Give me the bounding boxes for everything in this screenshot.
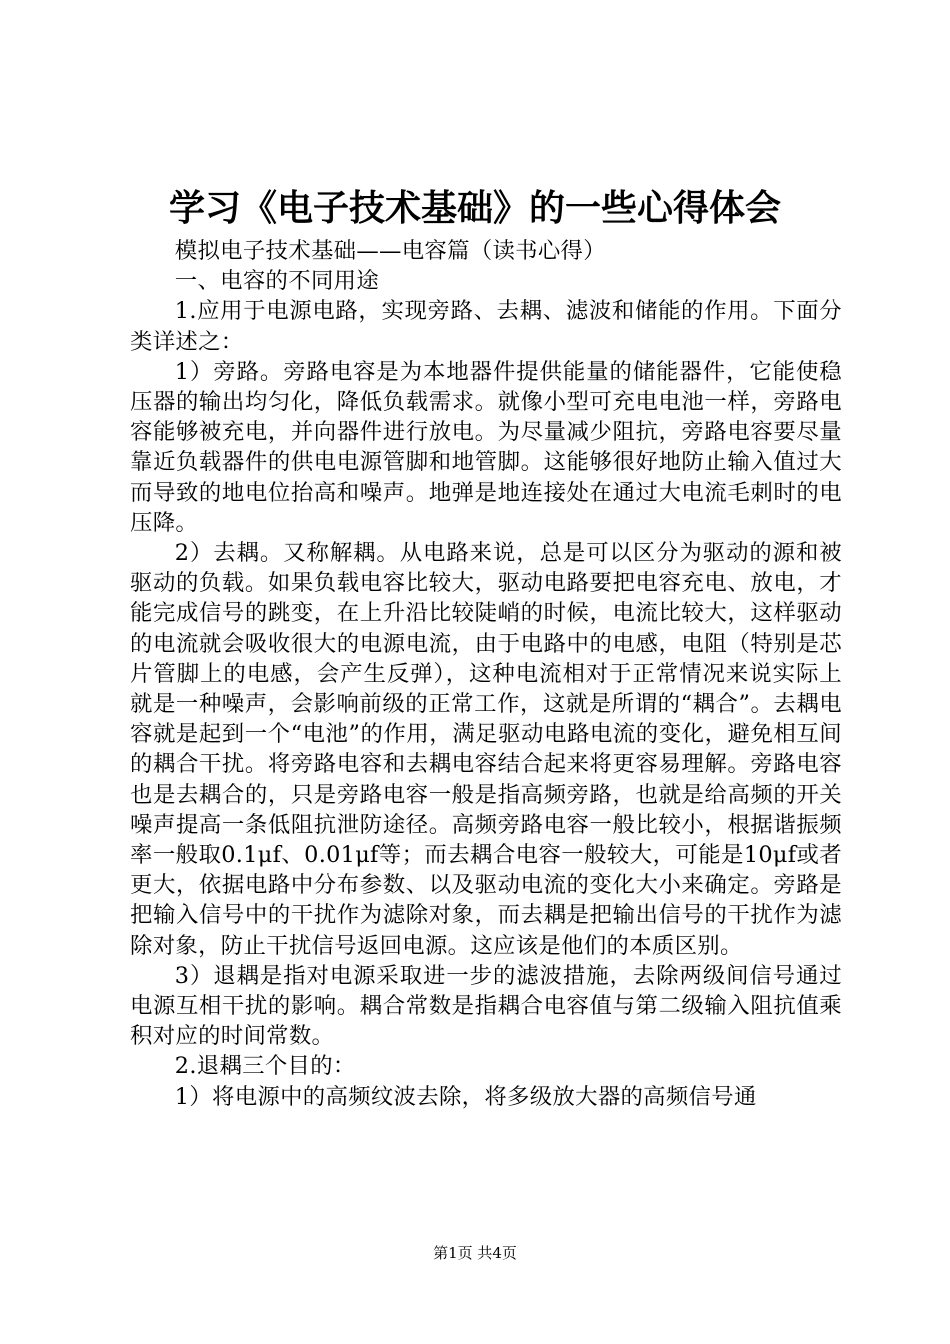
paragraph: 3）退耦是指对电源采取进一步的滤波措施，去除两级间信号通过电源互相干扰的影响。耦合常数是指耦合电容值与第二级输入阻抗值乘积对应的时间常数。 [130, 962, 842, 1050]
paragraph: 1）将电源中的高频纹波去除，将多级放大器的高频信号通 [174, 1083, 757, 1110]
paragraph: 1.应用于电源电路，实现旁路、去耦、滤波和储能的作用。下面分类详述之： [130, 298, 842, 355]
paragraph-subtitle: 模拟电子技术基础——电容篇（读书心得） [174, 238, 606, 264]
paragraph: 2）去耦。又称解耦。从电路来说，总是可以区分为驱动的源和被驱动的负载。如果负载电容比较大，驱动电路要把电容充电、放电，才能完成信号的跳变，在上升沿比较陡峭的时候，电流比较大，这样驱动的电流就会吸收很大的电源电流，由于电路中的电感，电阻（特别是芯片管脚上的电感，会产生反弹），这种电流相对于正常情况来说实际上就是一种噪声，会影响前级的正常工作，这就是所谓的“耦合”。去耦电容就是起到一个“电池”的作用，满足驱动电路电流的变化，避免相互间的耦合干扰。将旁路电容和去耦电容结合起来将更容易理解。旁路电容也是去耦合的，只是旁路电容一般是指高频旁路，也就是给高频的开关噪声提高一条低阻抗泄防途径。高频旁路电容一般比较小，根据谐振频率一般取0.1μf、0.01μf等；而去耦合电容一般较大，可能是10μf或者更大，依据电路中分布参数、以及驱动电流的变化大小来确定。旁路是把输入信号中的干扰作为滤除对象，而去耦是把输出信号的干扰作为滤除对象，防止干扰信号返回电源。这应该是他们的本质区别。 [130, 540, 842, 959]
page-footer: 第1页 共4页 [433, 1244, 517, 1262]
paragraph: 1）旁路。旁路电容是为本地器件提供能量的储能器件，它能使稳压器的输出均匀化，降低负载需求。就像小型可充电电池一样，旁路电容能够被充电，并向器件进行放电。为尽量减少阻抗，旁路电容要尽量靠近负载器件的供电电源管脚和地管脚。这能够很好地防止输入值过大而导致的地电位抬高和噪声。地弹是地连接处在通过大电流毛刺时的电压降。 [130, 358, 842, 536]
section-heading: 一、电容的不同用途 [174, 268, 380, 295]
document-body [130, 236, 842, 1112]
paragraph: 2.退耦三个目的： [174, 1053, 356, 1080]
document-title: 学习《电子技术基础》的一些心得体会 [168, 187, 781, 229]
